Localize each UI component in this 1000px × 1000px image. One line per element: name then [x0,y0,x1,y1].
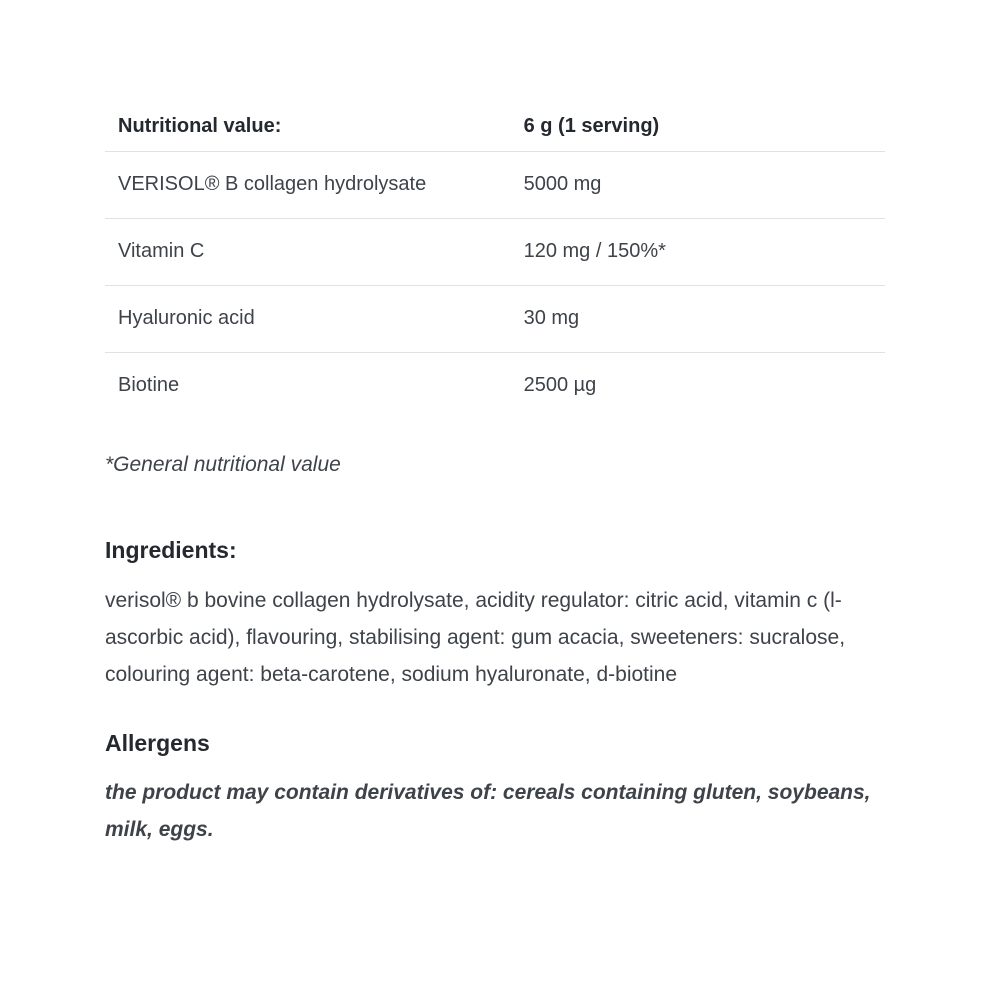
table-header-label: Nutritional value: [118,115,282,137]
table-row [105,219,885,286]
nutrition-panel [105,105,885,848]
nutrient-value: 5000 mg [523,173,602,195]
ingredients-text: verisol® b bovine collagen hydrolysate, acidity regulator: citric acid, vitamin c (l-ascorbic acid), flavouring, stabilising agent: gum acacia, sweeteners: sucralose, colouring agent: beta-carotene, sodium hyaluronate, d-biotine [105,589,846,686]
nutrient-value: 30 mg [523,307,580,329]
ingredients-heading: Ingredients: [105,537,237,563]
table-row [105,353,885,419]
nutrient-name: Biotine [118,374,180,396]
table-row [105,286,885,353]
allergens-heading: Allergens [105,730,210,756]
table-header-value: 6 g (1 serving) [523,115,660,137]
table-row [105,152,885,219]
nutrient-value: 2500 µg [523,374,597,396]
nutrient-value: 120 mg / 150%* [523,240,666,262]
nutrient-name: Vitamin C [118,240,205,262]
table-header-row [105,105,885,152]
nutrition-table [105,105,885,419]
nutrient-name: Hyaluronic acid [118,307,255,329]
allergens-text: the product may contain derivatives of: cereals containing gluten, soybeans, milk, eggs. [105,781,871,841]
nutrient-name: VERISOL® B collagen hydrolysate [118,173,427,195]
table-footnote: *General nutritional value [105,453,341,476]
